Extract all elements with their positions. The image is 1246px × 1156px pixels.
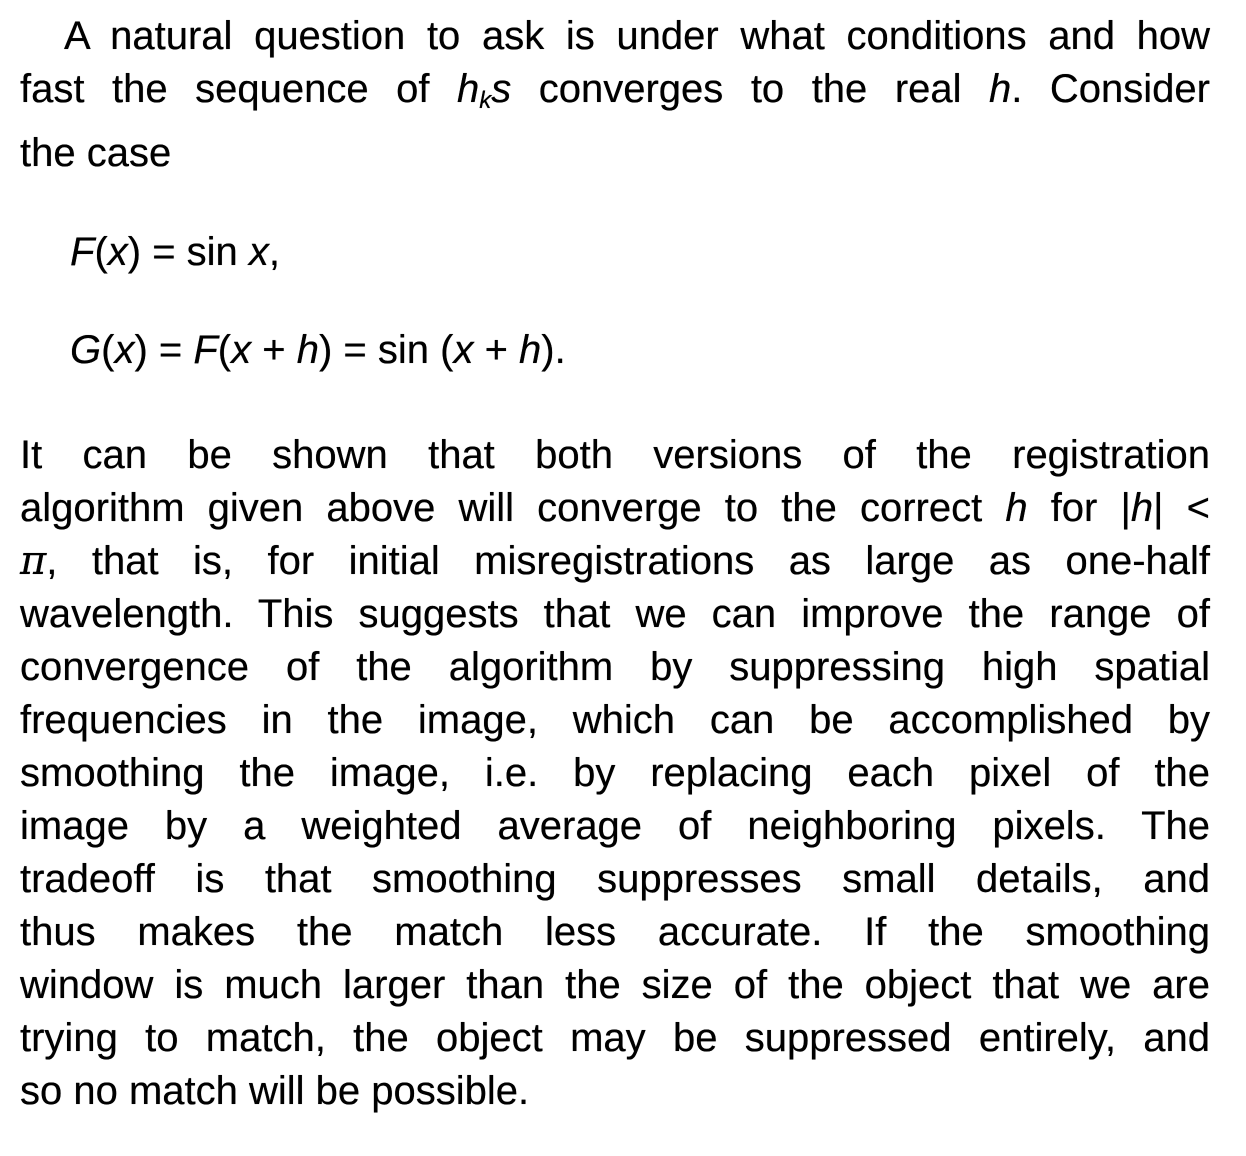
math-variable: x (231, 327, 252, 372)
text-line (20, 853, 1210, 906)
text-line (20, 959, 1210, 1012)
math-variable: G (70, 327, 102, 372)
math-variable: x (248, 229, 269, 274)
text-run: thus makes the match less accurate. If the smoothing (20, 909, 1210, 954)
text-run: ) = sin ( (318, 327, 454, 372)
text-run: smoothing the image, i.e. by replacing each pixel of the (20, 750, 1210, 795)
text-run: converges to the real (511, 67, 990, 111)
text-run: | < (1153, 485, 1210, 530)
paragraph-intro (20, 10, 1210, 180)
text-run: . Consider (1011, 67, 1210, 111)
text-line (20, 588, 1210, 641)
text-run: convergence of the algorithm by suppressing high spatial (20, 644, 1210, 689)
text-run: It can be shown that both versions of the registration (20, 432, 1210, 477)
text-run: ) = sin (127, 229, 249, 274)
math-variable: s (491, 67, 512, 111)
text-line (20, 1065, 1210, 1118)
text-run: image by a weighted average of neighboring pixels. The (20, 803, 1210, 848)
text-line (20, 482, 1210, 535)
text-line (20, 906, 1210, 959)
math-variable: h (296, 327, 319, 372)
text-line (20, 63, 1210, 127)
text-run: trying to match, the object may be suppressed entirely, and (20, 1015, 1210, 1060)
text-run: wavelength. This suggests that we can improve the range of (20, 591, 1210, 636)
text-run: ) = (134, 327, 194, 372)
text-run: + (473, 327, 520, 372)
text-line (20, 641, 1210, 694)
equation-g (70, 324, 1210, 377)
math-variable: h (989, 67, 1012, 111)
text-run: ( (217, 327, 232, 372)
text-run: frequencies in the image, which can be accomplished by (20, 697, 1210, 742)
math-variable: h (1130, 485, 1154, 530)
text-run: the case (20, 130, 172, 175)
text-run: so no match will be possible. (20, 1068, 530, 1113)
text-line (20, 127, 1210, 180)
text-run: , that is, for initial misregistrations as large as one-half (46, 538, 1210, 583)
text-line (20, 694, 1210, 747)
text-line (20, 535, 1210, 588)
text-run: window is much larger than the size of the object that we are (20, 962, 1210, 1007)
text-run: , (268, 229, 281, 274)
math-variable: k (479, 86, 492, 114)
math-variable: x (453, 327, 474, 372)
math-variable: F (193, 327, 218, 372)
text-run: tradeoff is that smoothing suppresses small details, and (20, 856, 1210, 901)
text-run: ( (94, 229, 108, 274)
text-line (20, 10, 1210, 63)
text-run: ). (541, 327, 566, 372)
text-run: + (251, 327, 297, 372)
pi-symbol: π (20, 537, 47, 584)
text-run: ( (101, 327, 115, 372)
text-run: A natural question to ask is under what conditions and how (64, 14, 1210, 58)
text-line (20, 429, 1210, 482)
math-variable: x (114, 327, 135, 372)
text-line (20, 1012, 1210, 1065)
equation-f (70, 226, 1210, 279)
text-line (20, 747, 1210, 800)
text-line (20, 800, 1210, 853)
text-run: fast the sequence of (20, 67, 457, 111)
paragraph-main (20, 429, 1210, 1118)
math-variable: h (519, 327, 542, 372)
text-run: for | (1027, 485, 1131, 530)
math-variable: x (107, 229, 128, 274)
math-variable: h (1005, 485, 1028, 530)
math-variable: h (456, 67, 480, 111)
text-run: algorithm given above will converge to the correct (20, 485, 1006, 530)
math-variable: F (70, 229, 95, 274)
